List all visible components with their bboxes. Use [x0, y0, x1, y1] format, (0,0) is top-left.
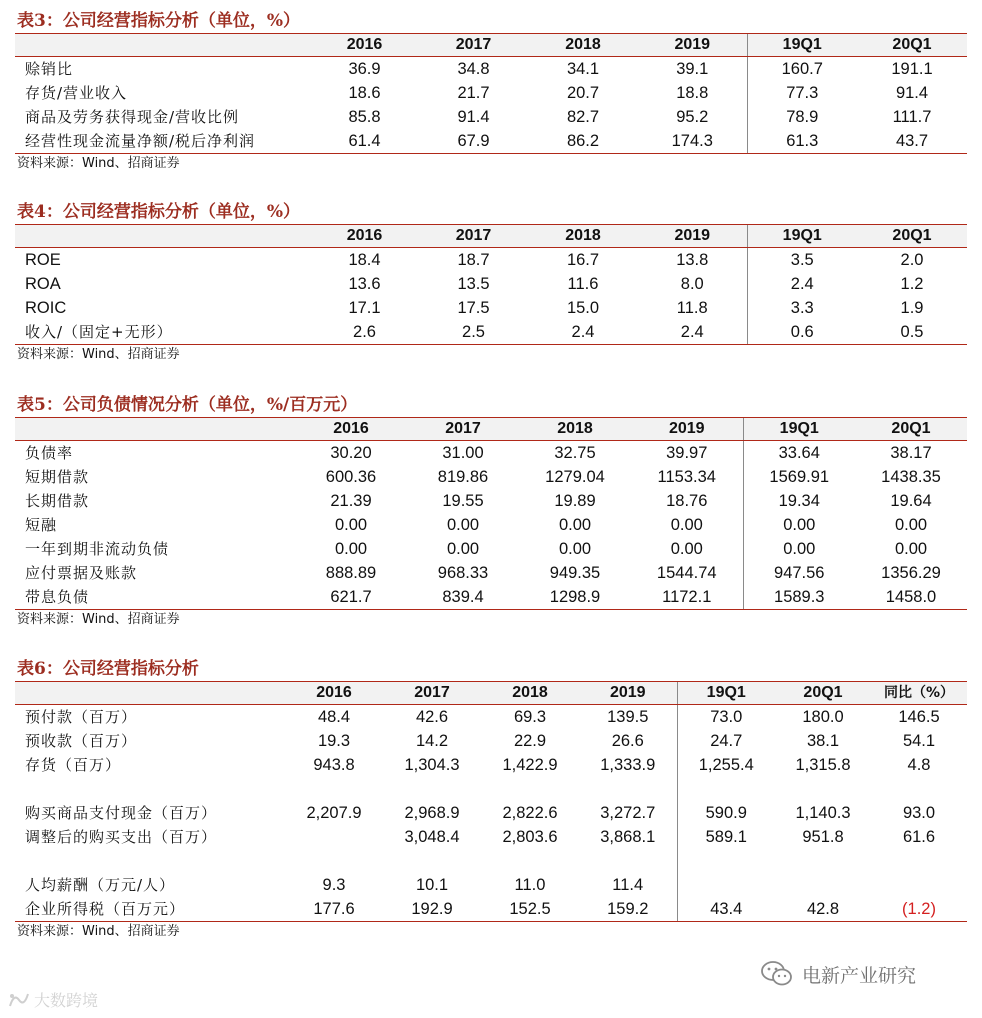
table-cell [677, 873, 775, 897]
table-cell: 18.4 [348, 251, 381, 269]
row-label: 商品及劳务获得现金/营收比例 [25, 108, 240, 126]
table-cell: 0.00 [894, 516, 928, 534]
table-cell: 2.4 [528, 320, 638, 345]
header-cell-19q1: 19Q1 [677, 682, 775, 705]
table-row [15, 729, 967, 753]
row-label: 短期借款 [25, 468, 90, 486]
table-cell: 0.00 [334, 540, 368, 558]
table-cell-negative: (1.2) [871, 897, 967, 922]
table-row [15, 753, 967, 777]
header-cell-2018: 2018 [519, 418, 631, 441]
row-label: 负债率 [25, 444, 74, 462]
table-cell: 2.4 [747, 272, 857, 296]
header-cell-2016: 2016 [295, 418, 407, 441]
table-cell: 43.4 [677, 897, 775, 922]
row-label: 存货（百万） [25, 756, 122, 774]
table-4 [15, 224, 967, 345]
table-cell [871, 873, 967, 897]
table-row [15, 705, 967, 730]
table-cell: 951.8 [802, 828, 844, 846]
header-cell-19q1: 19Q1 [743, 418, 855, 441]
table-row [15, 57, 967, 82]
table-cell: 18.7 [457, 251, 490, 269]
table-cell [775, 777, 871, 801]
table-cell: 20.7 [566, 84, 600, 102]
table-cell: 34.1 [566, 60, 600, 78]
table-cell: 78.9 [747, 105, 857, 129]
table-5 [15, 417, 967, 610]
table-cell: 91.4 [457, 108, 490, 126]
table-row [15, 320, 967, 345]
table-cell [285, 825, 383, 849]
table-row [15, 465, 967, 489]
table-cell: 42.8 [775, 897, 871, 922]
table-cell: 0.00 [894, 540, 928, 558]
table-cell: 34.8 [457, 60, 490, 78]
table-row [15, 129, 967, 154]
row-label: 存货/营业收入 [25, 84, 128, 102]
table-cell [871, 777, 967, 801]
table-cell: 0.00 [446, 516, 480, 534]
header-cell-2018: 2018 [528, 225, 638, 248]
table-3-section [15, 9, 967, 174]
row-label: 人均薪酬（万元/人） [25, 876, 176, 894]
table-cell [481, 849, 579, 873]
wechat-watermark-text: 电新产业研究 [802, 964, 917, 987]
table-cell: 18.76 [666, 492, 708, 510]
table-cell: 1,315.8 [795, 756, 851, 774]
table-cell: 67.9 [419, 129, 528, 154]
table-header-row [15, 34, 967, 57]
table-cell: 31.00 [442, 444, 484, 462]
row-label: ROA [25, 275, 61, 293]
header-cell-19q1: 19Q1 [747, 225, 857, 248]
table-cell: 13.5 [457, 275, 490, 293]
header-cell-2016: 2016 [310, 34, 419, 57]
table-6-title: 表6：公司经营指标分析 [17, 659, 199, 679]
table-cell: 0.00 [743, 513, 855, 537]
table-row [15, 561, 967, 585]
table-cell: 2,822.6 [502, 804, 558, 822]
table-cell: 3,272.7 [600, 804, 656, 822]
table-cell: 0.00 [558, 540, 592, 558]
table-3-source: 资料来源：Wind、招商证券 [17, 156, 180, 171]
table-cell: 19.3 [317, 732, 351, 750]
table-row [15, 441, 967, 466]
table-cell: 42.6 [415, 708, 449, 726]
table-cell [775, 849, 871, 873]
table-cell: 22.9 [513, 732, 547, 750]
table-cell: 1438.35 [881, 468, 941, 486]
table-row [15, 585, 967, 610]
table-cell: 888.89 [325, 564, 377, 582]
row-label: 应付票据及账款 [25, 564, 138, 582]
table-cell: 589.1 [677, 825, 775, 849]
table-cell: 24.7 [677, 729, 775, 753]
table-cell: 819.86 [437, 468, 489, 486]
header-cell-20q1: 20Q1 [775, 682, 871, 705]
table-cell: 19.55 [442, 492, 484, 510]
table-cell: 43.7 [857, 129, 967, 154]
table-cell: 19.34 [743, 489, 855, 513]
table-6-section [15, 657, 967, 942]
wechat-watermark [760, 960, 916, 988]
table-cell: 39.97 [666, 444, 708, 462]
header-cell-label [15, 225, 310, 248]
header-cell-2018: 2018 [528, 34, 638, 57]
table-cell: 949.35 [549, 564, 601, 582]
row-label: 收入/（固定+无形） [15, 320, 310, 345]
header-cell-yoy: 同比（%） [871, 682, 967, 705]
table-cell: 1,255.4 [677, 753, 775, 777]
row-label: ROIC [25, 299, 67, 317]
table-3 [15, 33, 967, 154]
row-label: 长期借款 [25, 492, 90, 510]
table-header-row [15, 682, 967, 705]
table-cell: 14.2 [415, 732, 449, 750]
table-row [15, 296, 967, 320]
brand-watermark [8, 988, 98, 1011]
table-cell: 2.4 [638, 320, 747, 345]
table-cell: 61.6 [902, 828, 936, 846]
table-cell: 15.0 [566, 299, 600, 317]
table-cell: 1544.74 [656, 564, 717, 582]
table-cell: 160.7 [747, 57, 857, 82]
table-row-spacer [15, 849, 967, 873]
table-cell: 32.75 [554, 444, 596, 462]
table-cell: 947.56 [743, 561, 855, 585]
table-cell: 19.64 [890, 492, 932, 510]
table-5-source: 资料来源：Wind、招商证券 [17, 612, 180, 627]
table-cell [285, 777, 383, 801]
table-3-title: 表3：公司经营指标分析（单位，%） [17, 11, 300, 31]
table-cell: 2.6 [310, 320, 419, 345]
table-row [15, 801, 967, 825]
table-cell: 174.3 [638, 129, 747, 154]
table-row [15, 513, 967, 537]
header-cell-20q1: 20Q1 [857, 34, 967, 57]
brand-watermark-text: 大数跨境 [34, 991, 99, 1010]
table-cell: 1172.1 [631, 585, 743, 610]
table-cell: 621.7 [295, 585, 407, 610]
table-cell: 152.5 [481, 897, 579, 922]
table-cell: 11.8 [676, 299, 708, 317]
table-cell: 19.89 [554, 492, 596, 510]
row-label: 预付款（百万） [25, 708, 138, 726]
table-cell: 2,207.9 [306, 804, 362, 822]
table-cell: 82.7 [566, 108, 600, 126]
row-label: 带息负债 [15, 585, 295, 610]
table-cell: 1279.04 [545, 468, 605, 486]
header-cell-2019: 2019 [638, 225, 747, 248]
table-cell: 0.00 [334, 516, 368, 534]
table-row-spacer [15, 777, 967, 801]
table-cell: 17.5 [457, 299, 490, 317]
table-row [15, 825, 967, 849]
table-cell: 36.9 [348, 60, 381, 78]
table-cell: 9.3 [322, 876, 346, 894]
table-cell: 1,333.9 [600, 756, 656, 774]
table-cell: 11.4 [612, 876, 644, 894]
table-cell: 191.1 [891, 60, 933, 78]
header-cell-2019: 2019 [631, 418, 743, 441]
table-5-section [15, 393, 967, 630]
table-cell: 0.00 [670, 540, 703, 558]
table-cell: 146.5 [898, 708, 940, 726]
table-cell: 1569.91 [743, 465, 855, 489]
table-cell: 1.9 [900, 299, 924, 317]
table-cell: 968.33 [437, 564, 489, 582]
table-cell: 1298.9 [519, 585, 631, 610]
table-cell: 4.8 [907, 756, 931, 774]
table-6 [15, 681, 967, 922]
table-cell: 95.2 [676, 108, 709, 126]
table-cell [383, 849, 481, 873]
table-cell: 18.8 [676, 84, 709, 102]
table-cell: 17.1 [348, 299, 381, 317]
row-label: ROE [25, 251, 61, 269]
table-cell: 0.00 [558, 516, 592, 534]
table-row [15, 105, 967, 129]
table-cell: 3.3 [747, 296, 857, 320]
table-cell: 0.00 [743, 537, 855, 561]
table-cell: 590.9 [677, 801, 775, 825]
table-cell: 111.7 [892, 108, 932, 126]
table-cell: 93.0 [902, 804, 936, 822]
header-cell-2019: 2019 [638, 34, 747, 57]
table-row [15, 897, 967, 922]
header-cell-2017: 2017 [419, 34, 528, 57]
header-cell-label [15, 418, 295, 441]
header-cell-20q1: 20Q1 [857, 225, 967, 248]
row-label: 购买商品支付现金（百万） [25, 804, 218, 822]
table-4-source: 资料来源：Wind、招商证券 [17, 347, 180, 362]
table-cell: 38.17 [890, 444, 932, 462]
table-cell: 1.2 [900, 275, 924, 293]
table-cell: 16.7 [566, 251, 600, 269]
wechat-icon [760, 960, 794, 988]
header-cell-2016: 2016 [285, 682, 383, 705]
table-cell: 61.4 [310, 129, 419, 154]
table-cell: 33.64 [743, 441, 855, 466]
table-row [15, 489, 967, 513]
table-cell: 0.00 [670, 516, 703, 534]
table-cell: 600.36 [325, 468, 377, 486]
header-cell-label [15, 34, 310, 57]
table-4-title: 表4：公司经营指标分析（单位，%） [17, 202, 300, 222]
table-cell [677, 849, 775, 873]
table-cell: 2.0 [900, 251, 924, 269]
table-cell: 54.1 [902, 732, 936, 750]
table-header-row [15, 225, 967, 248]
row-label: 经营性现金流量净额/税后净利润 [15, 129, 310, 154]
table-cell: 2.5 [419, 320, 528, 345]
table-cell [579, 849, 677, 873]
table-cell: 3.5 [747, 248, 857, 273]
table-cell: 13.6 [348, 275, 381, 293]
header-cell-2018: 2018 [481, 682, 579, 705]
table-row [15, 272, 967, 296]
table-cell: 1,304.3 [404, 756, 460, 774]
row-label: 调整后的购买支出（百万） [25, 828, 218, 846]
table-cell: 2,968.9 [404, 804, 460, 822]
table-cell [677, 777, 775, 801]
table-cell: 1,140.3 [795, 804, 851, 822]
table-4-section [15, 200, 967, 365]
table-cell: 26.6 [611, 732, 644, 750]
table-cell [775, 873, 871, 897]
table-cell: 0.6 [747, 320, 857, 345]
header-cell-label [15, 682, 285, 705]
table-cell [579, 777, 677, 801]
header-cell-2017: 2017 [407, 418, 519, 441]
table-cell: 839.4 [407, 585, 519, 610]
row-label: 短融 [25, 516, 58, 534]
table-cell: 13.8 [676, 251, 709, 269]
row-label: 一年到期非流动负债 [25, 540, 170, 558]
table-cell: 69.3 [513, 708, 547, 726]
table-cell: 0.5 [857, 320, 967, 345]
row-label: 企业所得税（百万元） [15, 897, 285, 922]
table-cell: 8.0 [680, 275, 704, 293]
table-cell: 2,803.6 [502, 828, 558, 846]
table-cell: 30.20 [330, 444, 372, 462]
row-label [15, 777, 285, 801]
table-cell: 38.1 [806, 732, 840, 750]
table-cell: 943.8 [313, 756, 355, 774]
table-cell: 48.4 [317, 708, 351, 726]
table-cell: 39.1 [676, 60, 709, 78]
row-label: 预收款（百万） [25, 732, 138, 750]
table-cell: 21.7 [457, 84, 490, 102]
table-cell: 180.0 [802, 708, 844, 726]
table-cell: 1,422.9 [502, 756, 558, 774]
header-cell-2019: 2019 [579, 682, 677, 705]
table-cell: 159.2 [579, 897, 677, 922]
header-cell-2017: 2017 [383, 682, 481, 705]
table-cell [285, 849, 383, 873]
table-cell: 192.9 [383, 897, 481, 922]
table-cell: 1356.29 [881, 564, 941, 582]
table-cell: 139.5 [607, 708, 649, 726]
table-cell: 86.2 [528, 129, 638, 154]
table-cell: 0.00 [446, 540, 480, 558]
table-row [15, 81, 967, 105]
table-cell: 91.4 [895, 84, 929, 102]
table-cell: 21.39 [330, 492, 372, 510]
table-cell: 10.1 [415, 876, 449, 894]
table-cell: 85.8 [348, 108, 381, 126]
table-cell [871, 849, 967, 873]
table-row [15, 537, 967, 561]
brand-logo-icon [8, 991, 30, 1009]
header-cell-2016: 2016 [310, 225, 419, 248]
table-header-row [15, 418, 967, 441]
table-6-source: 资料来源：Wind、招商证券 [17, 924, 180, 939]
header-cell-19q1: 19Q1 [747, 34, 857, 57]
row-label [15, 849, 285, 873]
table-cell: 3,048.4 [404, 828, 460, 846]
table-cell: 18.6 [348, 84, 381, 102]
table-row [15, 873, 967, 897]
table-cell: 1589.3 [743, 585, 855, 610]
table-cell: 1153.34 [657, 468, 716, 486]
table-cell: 1458.0 [855, 585, 967, 610]
table-cell: 3,868.1 [600, 828, 656, 846]
table-cell: 61.3 [747, 129, 857, 154]
table-cell: 11.6 [567, 275, 599, 293]
table-cell [481, 777, 579, 801]
table-cell: 77.3 [747, 81, 857, 105]
table-cell [383, 777, 481, 801]
table-cell: 11.0 [514, 876, 546, 894]
row-label: 赊销比 [25, 60, 74, 78]
table-cell: 177.6 [285, 897, 383, 922]
header-cell-2017: 2017 [419, 225, 528, 248]
table-5-title: 表5：公司负债情况分析（单位，%/百万元） [17, 395, 358, 415]
table-cell: 73.0 [677, 705, 775, 730]
header-cell-20q1: 20Q1 [855, 418, 967, 441]
table-row [15, 248, 967, 273]
